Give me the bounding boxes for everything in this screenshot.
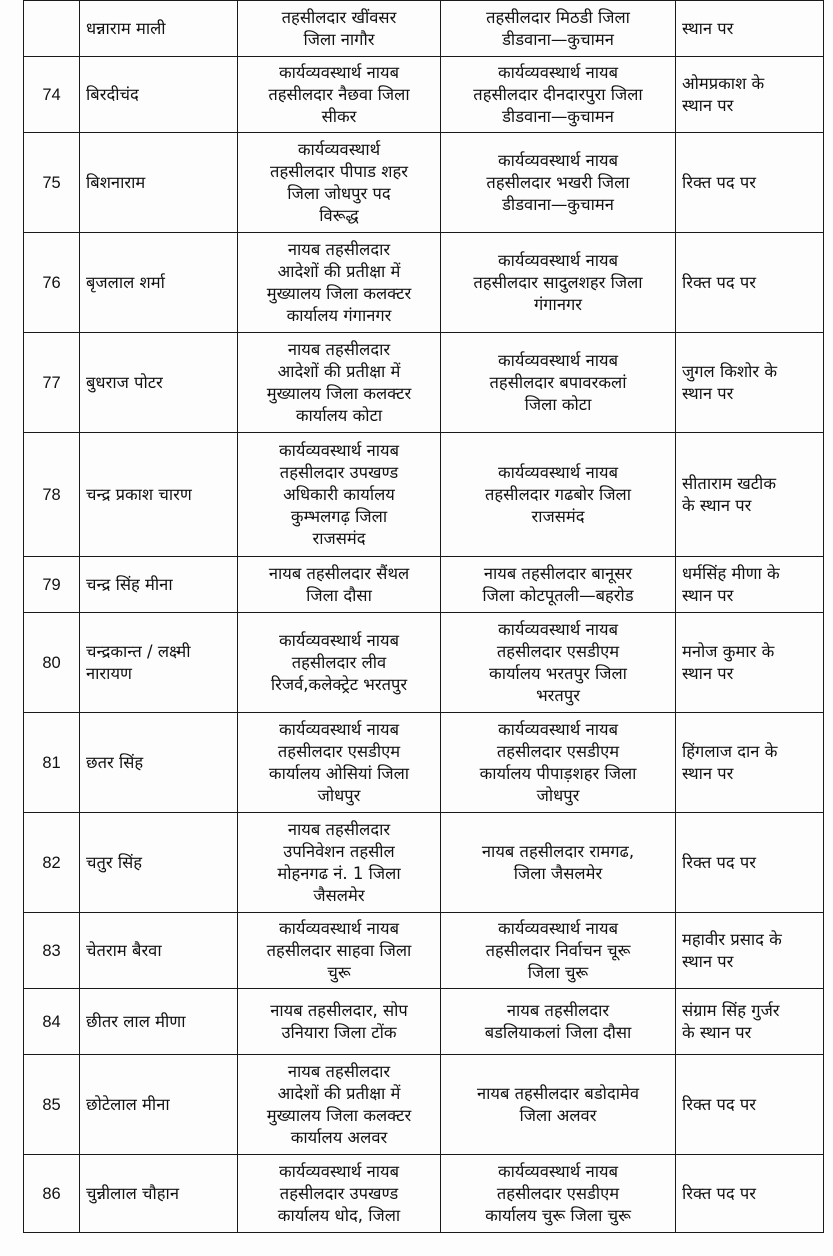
officer-name: छीतर लाल मीणा — [80, 989, 238, 1055]
table-body — [24, 1, 824, 1233]
new-posting — [441, 989, 676, 1055]
officer-name: बुधराज पोटर — [80, 333, 238, 433]
current-posting-line: विरूद्ध — [319, 205, 359, 225]
new-posting-line: कार्यव्यवस्थार्थ नायब — [497, 719, 619, 739]
current-posting — [238, 233, 441, 333]
current-posting-line: नायब तहसीलदार — [287, 819, 391, 839]
current-posting — [238, 913, 441, 989]
current-posting-line: तहसीलदार उपखण्ड — [279, 1183, 399, 1203]
officer-name: चन्द्र प्रकाश चारण — [80, 433, 238, 557]
current-posting-line: नायब तहसीलदार, सोप — [270, 1000, 408, 1020]
current-posting-line: कार्यव्यवस्थार्थ नायब — [278, 719, 400, 739]
posting-remark-line: मनोज कुमार के — [682, 641, 775, 661]
posting-remark-line: जुगल किशोर के — [682, 361, 778, 381]
table-row — [24, 333, 824, 433]
new-posting-line: जोधपुर — [536, 785, 580, 805]
current-posting-line: उनियारा जिला टोंक — [281, 1022, 397, 1042]
current-posting-line: जिला जोधपुर पद — [287, 183, 391, 203]
current-posting — [238, 57, 441, 133]
serial-number: 86 — [24, 1155, 80, 1233]
new-posting-line: डीडवाना—कुचामन — [502, 106, 614, 126]
current-posting — [238, 713, 441, 813]
current-posting-line: आदेशों की प्रतीक्षा में — [277, 261, 401, 281]
current-posting-line: तहसीलदार पीपाड शहर — [270, 161, 408, 181]
current-posting-line: रिजर्व,कलेक्ट्रेट भरतपुर — [270, 674, 408, 694]
posting-remark-line: संग्राम सिंह गुर्जर — [682, 1000, 780, 1020]
serial-number: 74 — [24, 57, 80, 133]
new-posting-line: जिला चुरू — [527, 962, 589, 982]
new-posting-line: तहसीलदार बपावरकलां — [489, 372, 627, 392]
table-row — [24, 1, 824, 57]
new-posting-line: कार्यव्यवस्थार्थ नायब — [497, 250, 619, 270]
posting-remark-line: ओमप्रकाश के — [682, 73, 765, 93]
current-posting-line: तहसीलदार नैछवा जिला — [268, 84, 410, 104]
new-posting-line: तहसीलदार गढबोर जिला — [484, 484, 632, 504]
current-posting-line: जिला नागौर — [303, 29, 375, 49]
serial-number: 81 — [24, 713, 80, 813]
new-posting-line: नायब तहसीलदार — [506, 1000, 610, 1020]
posting-remark — [676, 813, 824, 913]
new-posting-line: तहसीलदार सादुलशहर जिला — [473, 272, 643, 292]
serial-number — [24, 1, 80, 57]
current-posting-line: कार्यव्यवस्थार्थ नायब — [278, 918, 400, 938]
new-posting — [441, 233, 676, 333]
serial-number: 85 — [24, 1055, 80, 1155]
new-posting-line: कार्यव्यवस्थार्थ नायब — [497, 150, 619, 170]
current-posting-line: मोहनगढ नं. 1 जिला — [277, 863, 401, 883]
posting-remark — [676, 989, 824, 1055]
posting-remark-line: स्थान पर — [682, 951, 734, 971]
current-posting-line: मुख्यालय जिला कलक्टर — [266, 283, 412, 303]
serial-number: 78 — [24, 433, 80, 557]
new-posting-line: राजसमंद — [531, 506, 585, 526]
current-posting-line: अधिकारी कार्यालय — [283, 484, 395, 504]
new-posting — [441, 433, 676, 557]
posting-remark-line: स्थान पर — [682, 95, 734, 115]
new-posting-line: कार्यव्यवस्थार्थ नायब — [497, 918, 619, 938]
new-posting-line: जिला अलवर — [519, 1105, 597, 1125]
posting-remark-line: स्थान पर — [682, 763, 734, 783]
current-posting-line: उपनिवेशन तहसील — [283, 841, 395, 861]
current-posting-line: आदेशों की प्रतीक्षा में — [277, 1083, 401, 1103]
posting-remark — [676, 1, 824, 57]
posting-remark-line: स्थान पर — [682, 663, 734, 683]
officer-name: धन्नाराम माली — [80, 1, 238, 57]
new-posting-line: तहसीलदार मिठडी जिला — [486, 7, 630, 27]
current-posting-line: जोधपुर — [317, 785, 361, 805]
current-posting — [238, 613, 441, 713]
posting-remark — [676, 133, 824, 233]
new-posting — [441, 133, 676, 233]
new-posting-line: नायब तहसीलदार रामगढ, — [481, 841, 635, 861]
serial-number: 82 — [24, 813, 80, 913]
current-posting-line: राजसमंद — [312, 528, 366, 548]
new-posting — [441, 713, 676, 813]
table-row — [24, 989, 824, 1055]
posting-remark — [676, 613, 824, 713]
new-posting-line: जिला कोटपूतली—बहरोड — [482, 585, 634, 605]
table-row — [24, 1155, 824, 1233]
new-posting-line: गंगानगर — [533, 294, 583, 314]
transfer-order-table — [23, 0, 824, 1233]
posting-remark — [676, 913, 824, 989]
current-posting-line: कार्यालय कोटा — [295, 405, 383, 425]
new-posting-line: जिला जैसलमेर — [513, 863, 603, 883]
officer-name: चेतराम बैरवा — [80, 913, 238, 989]
current-posting-line: नायब तहसीलदार — [287, 339, 391, 359]
new-posting-line: तहसीलदार एसडीएम — [496, 741, 620, 761]
current-posting-line: जिला दौसा — [306, 585, 372, 605]
posting-remark — [676, 333, 824, 433]
table-row — [24, 133, 824, 233]
new-posting-line: तहसीलदार भखरी जिला — [486, 172, 630, 192]
new-posting-line: कार्यव्यवस्थार्थ नायब — [497, 350, 619, 370]
current-posting-line: कार्यालय धोद, जिला — [277, 1205, 401, 1225]
current-posting-line: जैसलमेर — [313, 885, 365, 905]
posting-remark — [676, 713, 824, 813]
current-posting — [238, 989, 441, 1055]
serial-number: 77 — [24, 333, 80, 433]
new-posting — [441, 557, 676, 613]
current-posting-line: नायब तहसीलदार — [287, 1061, 391, 1081]
table-row — [24, 1055, 824, 1155]
current-posting — [238, 813, 441, 913]
current-posting-line: कुम्भलगढ़ जिला — [290, 506, 388, 526]
posting-remark-line: रिक्त पद पर — [682, 172, 757, 192]
posting-remark-line: रिक्त पद पर — [682, 1094, 757, 1114]
new-posting — [441, 1055, 676, 1155]
officer-name: चुन्नीलाल चौहान — [80, 1155, 238, 1233]
posting-remark — [676, 57, 824, 133]
new-posting-line: कार्यव्यवस्थार्थ नायब — [497, 1161, 619, 1181]
current-posting-line: कार्यव्यवस्थार्थ नायब — [278, 440, 400, 460]
table-row — [24, 233, 824, 333]
posting-remark-line: धर्मसिंह मीणा के — [682, 563, 780, 583]
posting-remark-line: स्थान पर — [682, 18, 734, 38]
officer-name: छतर सिंह — [80, 713, 238, 813]
new-posting — [441, 813, 676, 913]
current-posting-line: नायब तहसीलदार — [287, 239, 391, 259]
posting-remark — [676, 557, 824, 613]
new-posting-line: तहसीलदार एसडीएम — [496, 641, 620, 661]
new-posting-line: कार्यव्यवस्थार्थ नायब — [497, 62, 619, 82]
officer-name: बृजलाल शर्मा — [80, 233, 238, 333]
new-posting-line: तहसीलदार निर्वाचन चूरू — [485, 940, 631, 960]
current-posting-line: सीकर — [321, 106, 357, 126]
posting-remark — [676, 1155, 824, 1233]
new-posting-line: तहसीलदार एसडीएम — [496, 1183, 620, 1203]
officer-name: चतुर सिंह — [80, 813, 238, 913]
new-posting-line: डीडवाना—कुचामन — [502, 194, 614, 214]
new-posting-line: कार्यालय भरतपुर जिला — [489, 663, 627, 683]
serial-number: 75 — [24, 133, 80, 233]
officer-name: बिशनाराम — [80, 133, 238, 233]
current-posting — [238, 133, 441, 233]
serial-number: 76 — [24, 233, 80, 333]
new-posting — [441, 333, 676, 433]
posting-remark-line: स्थान पर — [682, 383, 734, 403]
current-posting-line: तहसीलदार खींवसर — [281, 7, 397, 27]
new-posting — [441, 613, 676, 713]
serial-number: 80 — [24, 613, 80, 713]
table-row — [24, 813, 824, 913]
posting-remark-line: स्थान पर — [682, 585, 734, 605]
current-posting-line: तहसीलदार उपखण्ड — [279, 462, 399, 482]
current-posting-line: मुख्यालय जिला कलक्टर — [266, 383, 412, 403]
new-posting-line: कार्यालय चुरू जिला चुरू — [485, 1205, 631, 1225]
new-posting — [441, 1, 676, 57]
new-posting-line: तहसीलदार दीनदारपुरा जिला — [473, 84, 643, 104]
new-posting-line: नायब तहसीलदार बडोदामेव — [476, 1083, 640, 1103]
new-posting-line: बडलियाकलां जिला दौसा — [484, 1022, 632, 1042]
table-row — [24, 557, 824, 613]
current-posting — [238, 1, 441, 57]
table-row — [24, 57, 824, 133]
new-posting-line: कार्यव्यवस्थार्थ नायब — [497, 462, 619, 482]
current-posting-line: कार्यव्यवस्थार्थ नायब — [278, 1161, 400, 1181]
posting-remark-line: हिंगलाज दान के — [682, 741, 778, 761]
current-posting-line: कार्यालय गंगानगर — [286, 305, 392, 325]
current-posting — [238, 333, 441, 433]
new-posting — [441, 913, 676, 989]
serial-number: 79 — [24, 557, 80, 613]
current-posting — [238, 1055, 441, 1155]
officer-name: चन्द्र सिंह मीना — [80, 557, 238, 613]
posting-remark-line: रिक्त पद पर — [682, 852, 757, 872]
current-posting-line: कार्यालय ओसियां जिला — [268, 763, 410, 783]
current-posting-line: कार्यव्यवस्थार्थ — [297, 139, 381, 159]
current-posting — [238, 557, 441, 613]
new-posting-line: नायब तहसीलदार बानूसर — [483, 563, 633, 583]
current-posting-line: तहसीलदार एसडीएम — [277, 741, 401, 761]
current-posting-line: चुरू — [327, 962, 351, 982]
serial-number: 83 — [24, 913, 80, 989]
current-posting-line: तहसीलदार साहवा जिला — [266, 940, 412, 960]
posting-remark — [676, 233, 824, 333]
posting-remark-line: महावीर प्रसाद के — [682, 929, 782, 949]
table-row — [24, 713, 824, 813]
current-posting-line: नायब तहसीलदार सैंथल — [268, 563, 410, 583]
current-posting-line: कार्यव्यवस्थार्थ नायब — [278, 630, 400, 650]
new-posting — [441, 57, 676, 133]
officer-name: चन्द्रकान्त / लक्ष्मी नारायण — [80, 613, 238, 713]
table-row — [24, 613, 824, 713]
posting-remark — [676, 1055, 824, 1155]
current-posting — [238, 1155, 441, 1233]
posting-remark-line: सीताराम खटीक — [682, 473, 776, 493]
new-posting-line: डीडवाना—कुचामन — [502, 29, 614, 49]
serial-number: 84 — [24, 989, 80, 1055]
officer-name: छोटेलाल मीना — [80, 1055, 238, 1155]
posting-remark-line: रिक्त पद पर — [682, 272, 757, 292]
current-posting-line: आदेशों की प्रतीक्षा में — [277, 361, 401, 381]
table-row — [24, 433, 824, 557]
current-posting-line: कार्यालय अलवर — [290, 1127, 388, 1147]
current-posting — [238, 433, 441, 557]
officer-name: बिरदीचंद — [80, 57, 238, 133]
new-posting-line: भरतपुर — [536, 685, 580, 705]
new-posting — [441, 1155, 676, 1233]
new-posting-line: कार्यव्यवस्थार्थ नायब — [497, 619, 619, 639]
new-posting-line: कार्यालय पीपाड़शहर जिला — [479, 763, 637, 783]
posting-remark-line: के स्थान पर — [682, 1022, 752, 1042]
new-posting-line: जिला कोटा — [524, 394, 592, 414]
posting-remark-line: रिक्त पद पर — [682, 1183, 757, 1203]
current-posting-line: तहसीलदार लीव — [291, 652, 387, 672]
posting-remark — [676, 433, 824, 557]
current-posting-line: मुख्यालय जिला कलक्टर — [266, 1105, 412, 1125]
posting-remark-line: के स्थान पर — [682, 495, 752, 515]
current-posting-line: कार्यव्यवस्थार्थ नायब — [278, 62, 400, 82]
table-row — [24, 913, 824, 989]
